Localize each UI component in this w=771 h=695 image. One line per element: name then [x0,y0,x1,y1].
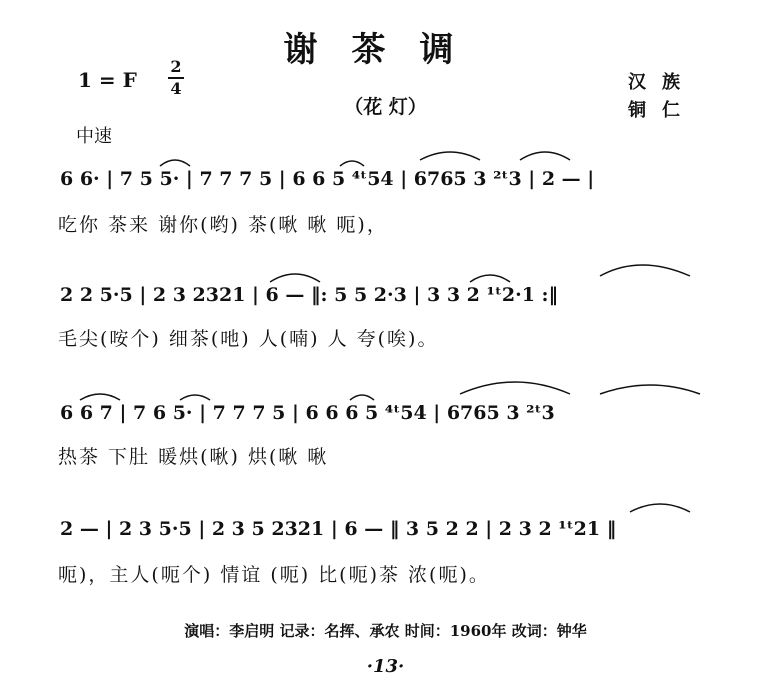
lyrics-line-2: 毛尖(咹个) 细茶(吔) 人(喃) 人 夸(唉)。 [58,328,439,350]
ethnic-group: 汉族 [628,72,696,93]
slur [180,395,210,400]
lyrics-line-3: 热茶 下肚 暖烘(啾) 烘(啾 啾 [58,446,329,468]
key-signature: 1 = F [78,68,137,92]
lyrics-line-1: 吃你 茶来 谢你(哟) 茶(啾 啾 呃)， [58,214,388,236]
slur [600,265,690,276]
slur [270,274,320,282]
credits: 演唱：李启明 记录：名挥、承农 时间：1960年 改词：钟华 [184,622,587,640]
slur [160,160,190,166]
slur [630,504,690,512]
notation-line-3: 6 6 7 | 7 6 5· | 7 7 7 5 | 6 6 6 5 ⁴ᵗ54 | 6765 3 ²ᵗ3 [60,402,555,424]
slur [470,275,510,282]
page-title: 谢茶调 [283,30,488,70]
slur [600,385,700,394]
notation-line-2: 2 2 5·5 | 2 3 2321 | 6 — ‖: 5 5 2·3 | 3 3 2 ¹ᵗ2·1 :‖ [60,284,559,306]
lyrics-line-4: 呃)，主人(呃个) 情谊 (呃) 比(呃)茶 浓(呃)。 [58,564,490,586]
slur [80,394,120,400]
notation-line-1: 6 6· | 7 5 5· | 7 7 7 5 | 6 6 5 ⁴ᵗ54 | 6765 3 ²ᵗ3 | 2 — | [60,168,595,190]
time-signature-bottom: 4 [170,79,182,98]
slur [460,382,570,394]
tempo-marking: 中速 [76,126,112,147]
slur [340,161,364,166]
page-number: ·13· [366,656,405,677]
region: 铜仁 [628,100,696,121]
subtitle: （花 灯） [344,96,427,118]
slur [420,152,480,160]
notation-line-4: 2 — | 2 3 5·5 | 2 3 5 2321 | 6 — ‖ 3 5 2 2 | 2 3 2 ¹ᵗ21 ‖ [60,518,617,540]
slur [520,152,570,160]
slur [350,395,374,400]
time-signature-top: 2 [170,57,182,76]
